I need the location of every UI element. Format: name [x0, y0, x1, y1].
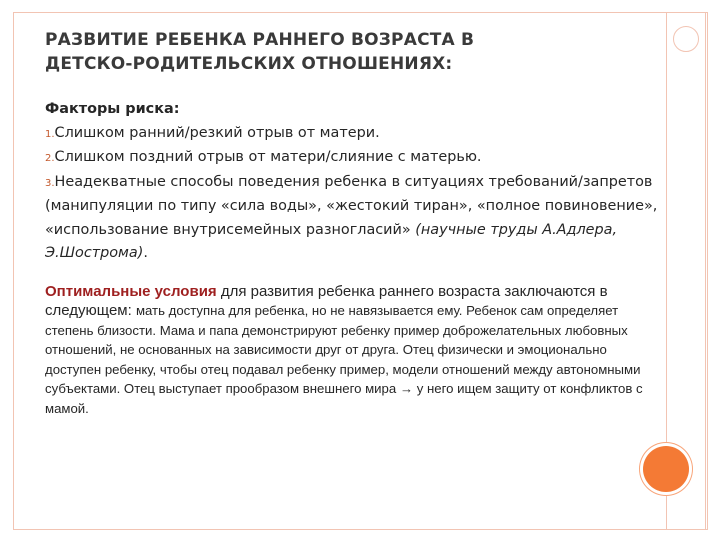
optimal-tail: у него ищем защиту от конфликтов с мамой.: [45, 381, 643, 416]
risk-item: [45, 171, 665, 266]
optimal-conditions-block: [45, 283, 665, 418]
list-number: 2.: [45, 153, 55, 164]
decorative-circle-top: [673, 26, 699, 52]
slide-title: [45, 28, 605, 76]
optimal-lead: для развития ребенка раннего возраста заключаются в следующем:: [45, 283, 608, 319]
slide-frame: [13, 12, 708, 530]
risk-item-text: Слишком ранний/резкий отрыв от матери.: [54, 124, 380, 141]
optimal-body: мать доступна для ребенка, но не навязывается ему. Ребенок сам определяет степень близости. Мама и папа демонстрируют ребенку пример доброжелательных любовных отношений, не основанных на зависимости друг от друга. Отец физически и эмоционально доступен ребенку, чтобы отец подавал ребенку пример, модели отношений между автономными субъектами. Отец выступает прообразом внешнего мира: [45, 303, 641, 396]
arrow-icon: →: [396, 381, 417, 396]
list-number: 1.: [45, 128, 55, 140]
risk-item: [45, 122, 665, 147]
optimal-accent: Оптимальные условия: [45, 283, 217, 300]
risk-item-text: Неадекватные способы поведения ребенка в ситуациях требований/запретов (манипуляции по типу «сила воды», «жестокий тиран», «полное повиновение», «использование внутрисемейных разногласий»: [45, 173, 658, 238]
title-line-1: РАЗВИТИЕ РЕБЕНКА РАННЕГО ВОЗРАСТА В: [45, 30, 475, 50]
decorative-circle-orange: [643, 446, 689, 492]
list-number: 3.: [45, 177, 55, 189]
risk-item-text: Слишком поздний отрыв от матери/слияние с матерью.: [54, 149, 482, 165]
risk-factors-block: [45, 98, 665, 266]
title-line-2: ДЕТСКО-РОДИТЕЛЬСКИХ ОТНОШЕНИЯХ:: [45, 54, 453, 74]
citation: (научные труды А.Адлера, Э.Шострома): [45, 221, 618, 261]
risk-item: [45, 146, 665, 171]
risk-heading: Факторы риска:: [45, 101, 180, 117]
citation-end: .: [143, 245, 148, 261]
